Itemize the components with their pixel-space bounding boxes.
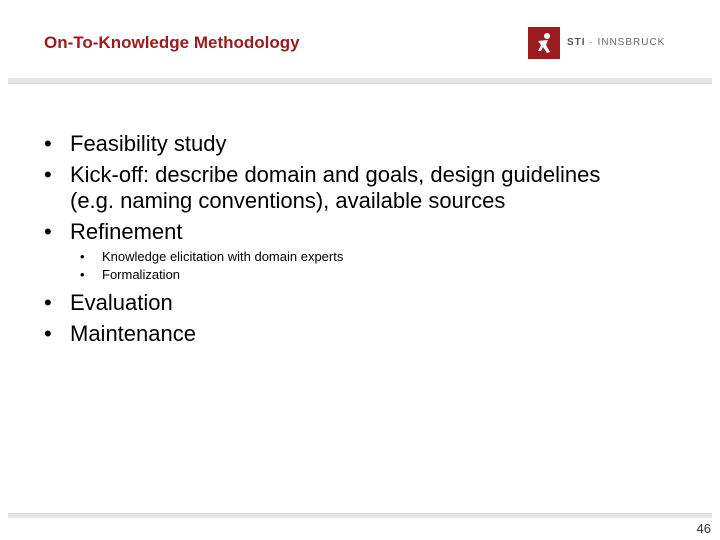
slide-title: On-To-Knowledge Methodology: [44, 33, 300, 52]
logo-separator: ·: [585, 37, 598, 48]
bullet-icon: •: [44, 290, 52, 315]
logo-figure-icon: [528, 27, 560, 59]
footer-divider: [8, 513, 712, 518]
logo-text: [567, 37, 665, 48]
bullet-text: Maintenance: [70, 321, 196, 346]
logo-brand: STI: [567, 37, 586, 48]
header-divider: [8, 78, 712, 84]
bullet-text-line2: (e.g. naming conventions), available sources: [70, 188, 506, 213]
logo-location: INNSBRUCK: [597, 37, 666, 48]
bullet-text: Feasibility study: [70, 131, 227, 156]
bullet-icon: •: [44, 219, 52, 244]
sub-bullet-icon: •: [80, 249, 85, 264]
sub-bullet-text: Formalization: [102, 267, 181, 282]
bullet-icon: •: [44, 162, 52, 187]
page-number: 46: [696, 521, 711, 536]
sub-bullet-text: Knowledge elicitation with domain experts: [102, 249, 344, 264]
bullet-text-line1: Kick-off: describe domain and goals, design guidelines: [70, 162, 601, 187]
bullet-text: Refinement: [70, 219, 183, 244]
bullet-icon: •: [44, 321, 52, 346]
bullet-icon: •: [44, 131, 52, 156]
bullet-text: Evaluation: [70, 290, 173, 315]
sub-bullet-icon: •: [80, 267, 85, 282]
